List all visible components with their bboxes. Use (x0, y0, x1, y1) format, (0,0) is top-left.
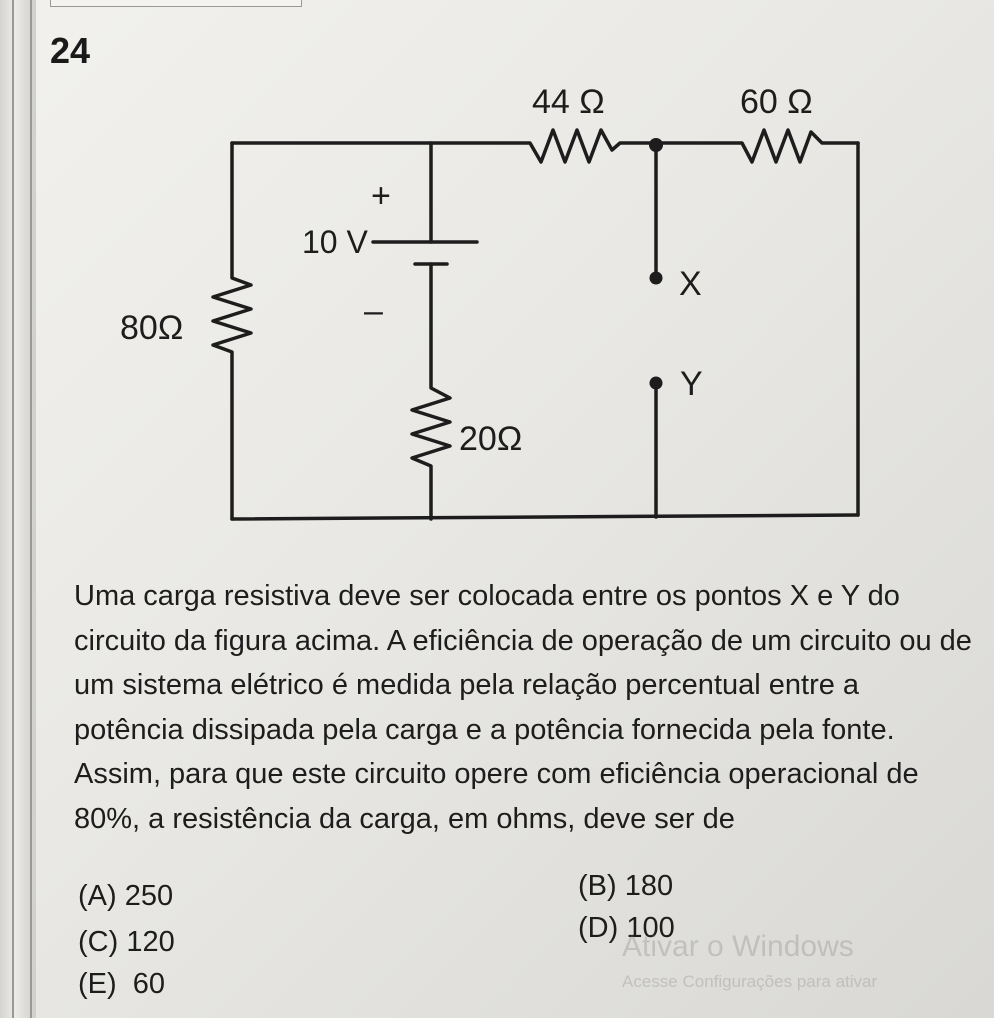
terminal-x-dot[interactable] (650, 272, 663, 285)
label-r-80: 80Ω (120, 309, 184, 347)
label-r-20: 20Ω (459, 420, 523, 458)
question-number: 24 (50, 30, 91, 71)
junction-node (649, 138, 663, 152)
windows-activation-watermark-title: Ativar o Windows (622, 930, 854, 963)
label-point-y: Y (680, 365, 703, 403)
option-d[interactable]: (D) 100 (578, 912, 675, 944)
question-text: Uma carga resistiva deve ser colocada entre os pontos X e Y do circuito da figura acima. A eficiência de operação de um circuito ou de um sistema elétrico é medida pela relação percentual entre a potência dissipada pela carga e a potência fornecida pela fonte. Assim, para que este circuito opere com eficiência operacional de 80%, a resistência da carga, em ohms, deve ser de (74, 580, 972, 835)
label-r-44: 44 Ω (532, 83, 605, 121)
label-source-voltage: 10 V (302, 224, 368, 260)
option-e[interactable]: (E) 60 (78, 968, 166, 1000)
label-r-60: 60 Ω (740, 83, 813, 121)
terminal-y-dot[interactable] (650, 377, 663, 390)
option-c[interactable]: (C) 120 (78, 926, 175, 958)
wire-left (213, 143, 251, 519)
option-a[interactable]: (A) 250 (78, 880, 174, 912)
wire-top (232, 130, 858, 162)
wire-source-bottom (412, 264, 450, 519)
windows-activation-watermark-subtitle: Acesse Configurações para ativar (622, 972, 878, 991)
label-source-minus: – (364, 292, 383, 330)
wire-bottom (232, 515, 858, 519)
option-b[interactable]: (B) 180 (578, 870, 674, 902)
label-point-x: X (679, 265, 702, 303)
label-source-plus: + (371, 177, 391, 215)
